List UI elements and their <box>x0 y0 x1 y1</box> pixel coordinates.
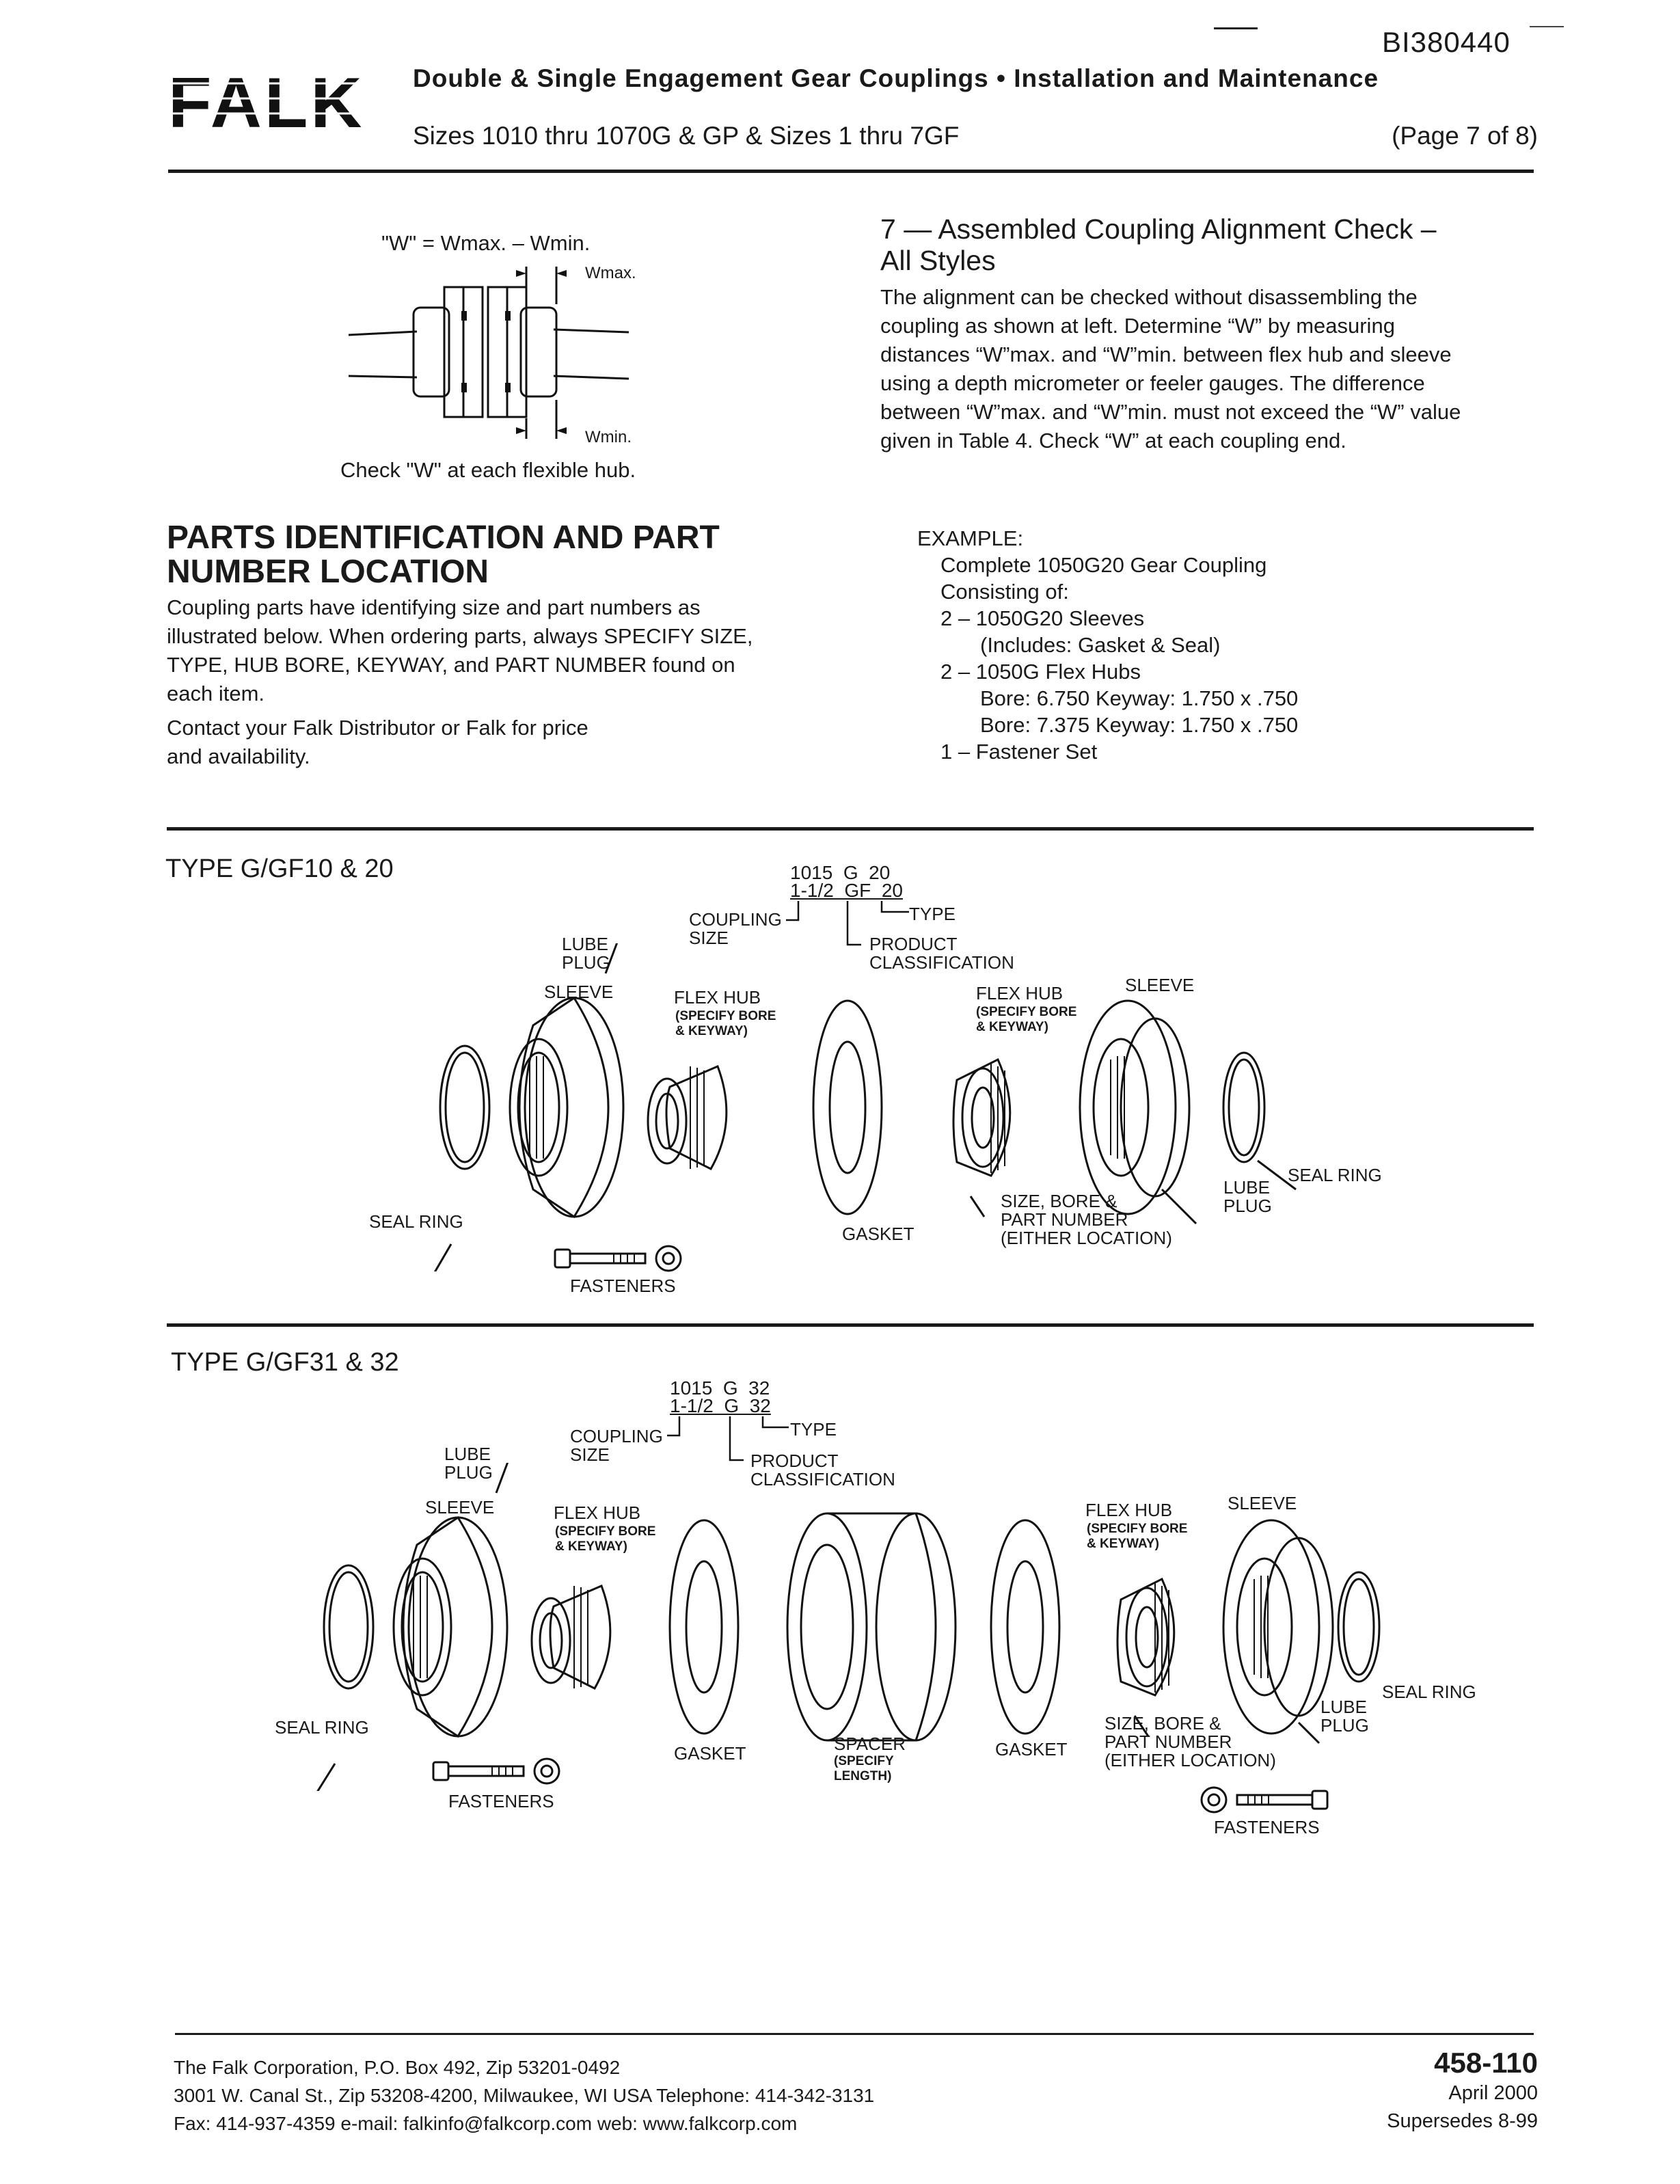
falk-logo-text: FALK <box>168 68 365 134</box>
keyway-label: & KEYWAY) <box>555 1539 627 1554</box>
example-item2-bore2: Bore: 7.375 Keyway: 1.750 x .750 <box>980 713 1299 737</box>
example-line2: Consisting of: <box>940 580 1069 604</box>
alignment-heading-line1: 7 — Assembled Coupling Alignment Check – <box>880 213 1437 245</box>
wmin-label: Wmin. <box>585 428 632 446</box>
parts-para1-line: illustrated below. When ordering parts, always SPECIFY SIZE, <box>167 624 753 648</box>
size-label: SIZE <box>570 1444 610 1465</box>
alignment-diagram <box>342 260 642 444</box>
product-label: PRODUCT <box>750 1451 839 1471</box>
footer-date-block <box>1387 2079 1538 2135</box>
example-item1: 2 – 1050G20 Sleeves <box>940 606 1145 630</box>
alignment-line: using a depth micrometer or feeler gauges. The difference <box>880 371 1425 395</box>
type-32-code-line2: 1-1/2 G 32 <box>670 1395 771 1416</box>
parts-para1 <box>167 593 753 708</box>
classification-label: CLASSIFICATION <box>750 1469 895 1489</box>
type-32-coupling-size <box>570 1427 663 1464</box>
type-20-sleeve-right-label: SLEEVE <box>1125 975 1195 995</box>
parts-para2-line: Contact your Falk Distributor or Falk for price <box>167 716 588 740</box>
type-20-heading: TYPE G/GF10 & 20 <box>165 854 394 883</box>
parts-para2 <box>167 714 588 771</box>
type-20-lube-plug-right <box>1223 1178 1272 1215</box>
type-32-lube-plug-right <box>1320 1698 1369 1735</box>
wmax-label: Wmax. <box>585 264 636 282</box>
header-subtitle: Sizes 1010 thru 1070G & GP & Sizes 1 thru 7GF <box>413 122 960 150</box>
specify-bore-label: (SPECIFY BORE <box>675 1009 776 1023</box>
type-20-fasteners-label: FASTENERS <box>570 1276 676 1296</box>
example-item2: 2 – 1050G Flex Hubs <box>940 660 1141 684</box>
type-20-flex-hub-right-label: FLEX HUB <box>976 983 1063 1003</box>
type-20-code-line1: 1015 G 20 <box>790 862 891 883</box>
alignment-caption: Check "W" at each flexible hub. <box>340 458 636 482</box>
specify-bore-label: (SPECIFY BORE <box>1087 1522 1188 1536</box>
plug-label: PLUG <box>562 952 610 973</box>
example-block <box>917 525 1298 765</box>
type-32-sleeve-label: SLEEVE <box>425 1497 495 1518</box>
type-32-code-leaders <box>667 1411 804 1466</box>
type-32-seal-ring-right: SEAL RING <box>1382 1682 1476 1702</box>
document-id: BI380440 <box>1382 26 1510 58</box>
type-20-code-leaders <box>786 895 923 950</box>
w-formula: "W" = Wmax. – Wmin. <box>381 231 591 255</box>
alignment-line: given in Table 4. Check “W” at each coupling end. <box>880 429 1346 453</box>
specify-bore-label: (SPECIFY BORE <box>555 1524 656 1539</box>
coupling-label: COUPLING <box>570 1426 663 1446</box>
type-32-seal-ring-left: SEAL RING <box>275 1717 369 1738</box>
plug-label: PLUG <box>1320 1715 1369 1736</box>
type-32-heading: TYPE G/GF31 & 32 <box>171 1348 399 1377</box>
specify-label: (SPECIFY <box>834 1754 894 1768</box>
type-32-spacer-sub <box>834 1754 894 1784</box>
type-32-fasteners-right-icon <box>1197 1784 1334 1816</box>
alignment-line: distances “W”max. and “W”min. between flex hub and sleeve <box>880 342 1452 366</box>
alignment-heading-line2: All Styles <box>880 245 996 276</box>
type-32-gasket-right-label: GASKET <box>995 1739 1068 1760</box>
doc-id-rule-right <box>1530 26 1564 27</box>
keyway-label: & KEYWAY) <box>1087 1537 1159 1551</box>
type-20-flex-hub-label: FLEX HUB <box>674 987 761 1008</box>
specify-bore-label: (SPECIFY BORE <box>976 1005 1077 1019</box>
lube-label: LUBE <box>444 1444 491 1464</box>
classification-label: CLASSIFICATION <box>869 952 1014 973</box>
supersedes: Supersedes 8-99 <box>1387 2110 1538 2132</box>
plug-label: PLUG <box>444 1462 493 1483</box>
lube-label: LUBE <box>1320 1697 1367 1717</box>
alignment-line: coupling as shown at left. Determine “W” by measuring <box>880 314 1395 338</box>
parts-para2-line: and availability. <box>167 744 310 768</box>
alignment-line: between “W”max. and “W”min. must not exceed the “W” value <box>880 400 1461 424</box>
type-32-flex-hub-right-label: FLEX HUB <box>1085 1500 1173 1520</box>
footer-rule <box>175 2033 1534 2035</box>
keyway-label: & KEYWAY) <box>675 1024 748 1038</box>
header-title: Double & Single Engagement Gear Couplings • Installation and Maintenance <box>413 64 1379 92</box>
length-label: LENGTH) <box>834 1769 892 1783</box>
type-32-spacer-label: SPACER <box>834 1734 906 1754</box>
example-line1: Complete 1050G20 Gear Coupling <box>940 553 1267 577</box>
size-label: SIZE <box>689 928 729 948</box>
size-bore-label: SIZE, BORE & <box>1001 1191 1117 1211</box>
section-rule-1 <box>167 827 1534 831</box>
type-20-seal-ring-right: SEAL RING <box>1288 1165 1382 1185</box>
alignment-body <box>880 283 1461 455</box>
spacer <box>787 1513 867 1740</box>
alignment-heading <box>880 213 1437 276</box>
doc-id-rule <box>1214 27 1258 29</box>
example-label: EXAMPLE: <box>917 526 1024 550</box>
lube-label: LUBE <box>562 934 608 954</box>
either-location-label: (EITHER LOCATION) <box>1105 1750 1276 1770</box>
product-label: PRODUCT <box>869 934 958 954</box>
sleeve-left <box>519 998 608 1217</box>
header-rule <box>168 170 1534 173</box>
type-20-exploded-diagram <box>355 943 1326 1271</box>
page-indicator: (Page 7 of 8) <box>1392 122 1538 150</box>
type-20-code-line2: 1-1/2 GF 20 <box>790 880 903 901</box>
footer-line3: Fax: 414-937-4359 e-mail: falkinfo@falkcorp.com web: www.falkcorp.com <box>174 2113 798 2134</box>
footer-line2: 3001 W. Canal St., Zip 53208-4200, Milwaukee, WI USA Telephone: 414-342-3131 <box>174 2085 875 2106</box>
gasket <box>813 1001 882 1214</box>
footer-address <box>174 2053 874 2138</box>
falk-logo <box>168 68 366 134</box>
publication-date: April 2000 <box>1448 2082 1538 2104</box>
type-20-seal-ring-left: SEAL RING <box>369 1211 463 1232</box>
type-32-size-bore <box>1105 1714 1276 1770</box>
type-20-coupling-size <box>689 911 782 947</box>
seal-ring-left <box>440 1046 489 1169</box>
type-32-fasteners-right-label: FASTENERS <box>1214 1817 1320 1837</box>
plug-label: PLUG <box>1223 1196 1272 1216</box>
type-32-fasteners-left-label: FASTENERS <box>448 1791 554 1811</box>
part-number-label: PART NUMBER <box>1001 1209 1128 1230</box>
parts-heading-line1: PARTS IDENTIFICATION AND PART <box>167 520 720 556</box>
keyway-label: & KEYWAY) <box>976 1020 1048 1034</box>
coupling-label: COUPLING <box>689 909 782 930</box>
type-32-flex-hub-label: FLEX HUB <box>554 1502 641 1523</box>
example-item1-sub: (Includes: Gasket & Seal) <box>980 633 1221 657</box>
gasket-left <box>670 1520 738 1734</box>
type-32-gasket-left-label: GASKET <box>674 1743 746 1764</box>
gasket-right <box>991 1520 1059 1734</box>
parts-para1-line: each item. <box>167 682 265 705</box>
seal-ring-left <box>324 1565 373 1688</box>
either-location-label: (EITHER LOCATION) <box>1001 1228 1172 1248</box>
parts-para1-line: Coupling parts have identifying size and part numbers as <box>167 595 701 619</box>
type-32-fasteners-left-icon <box>431 1755 567 1787</box>
size-bore-label: SIZE, BORE & <box>1105 1713 1221 1734</box>
type-20-fasteners-icon <box>552 1243 689 1274</box>
alignment-line: The alignment can be checked without disassembling the <box>880 285 1418 309</box>
lube-label: LUBE <box>1223 1177 1270 1198</box>
type-32-type-label: TYPE <box>790 1419 837 1440</box>
example-item3: 1 – Fastener Set <box>940 740 1098 764</box>
part-number-label: PART NUMBER <box>1105 1731 1232 1752</box>
footer-line1: The Falk Corporation, P.O. Box 492, Zip 53201-0492 <box>174 2057 621 2078</box>
parts-heading-line2: NUMBER LOCATION <box>167 554 489 590</box>
type-20-type-label: TYPE <box>909 904 956 924</box>
type-32-sleeve-right-label: SLEEVE <box>1228 1493 1297 1513</box>
example-item2-bore1: Bore: 6.750 Keyway: 1.750 x .750 <box>980 686 1299 710</box>
type-20-size-bore <box>1001 1192 1172 1248</box>
parts-para1-line: TYPE, HUB BORE, KEYWAY, and PART NUMBER found on <box>167 653 735 677</box>
section-rule-2 <box>167 1323 1534 1327</box>
type-32-code-line1: 1015 G 32 <box>670 1377 770 1399</box>
publication-number: 458-110 <box>1434 2047 1538 2079</box>
type-20-gasket-label: GASKET <box>842 1224 914 1244</box>
sleeve-left <box>403 1518 492 1736</box>
type-20-sleeve-label: SLEEVE <box>544 982 614 1002</box>
parts-heading <box>167 521 720 589</box>
